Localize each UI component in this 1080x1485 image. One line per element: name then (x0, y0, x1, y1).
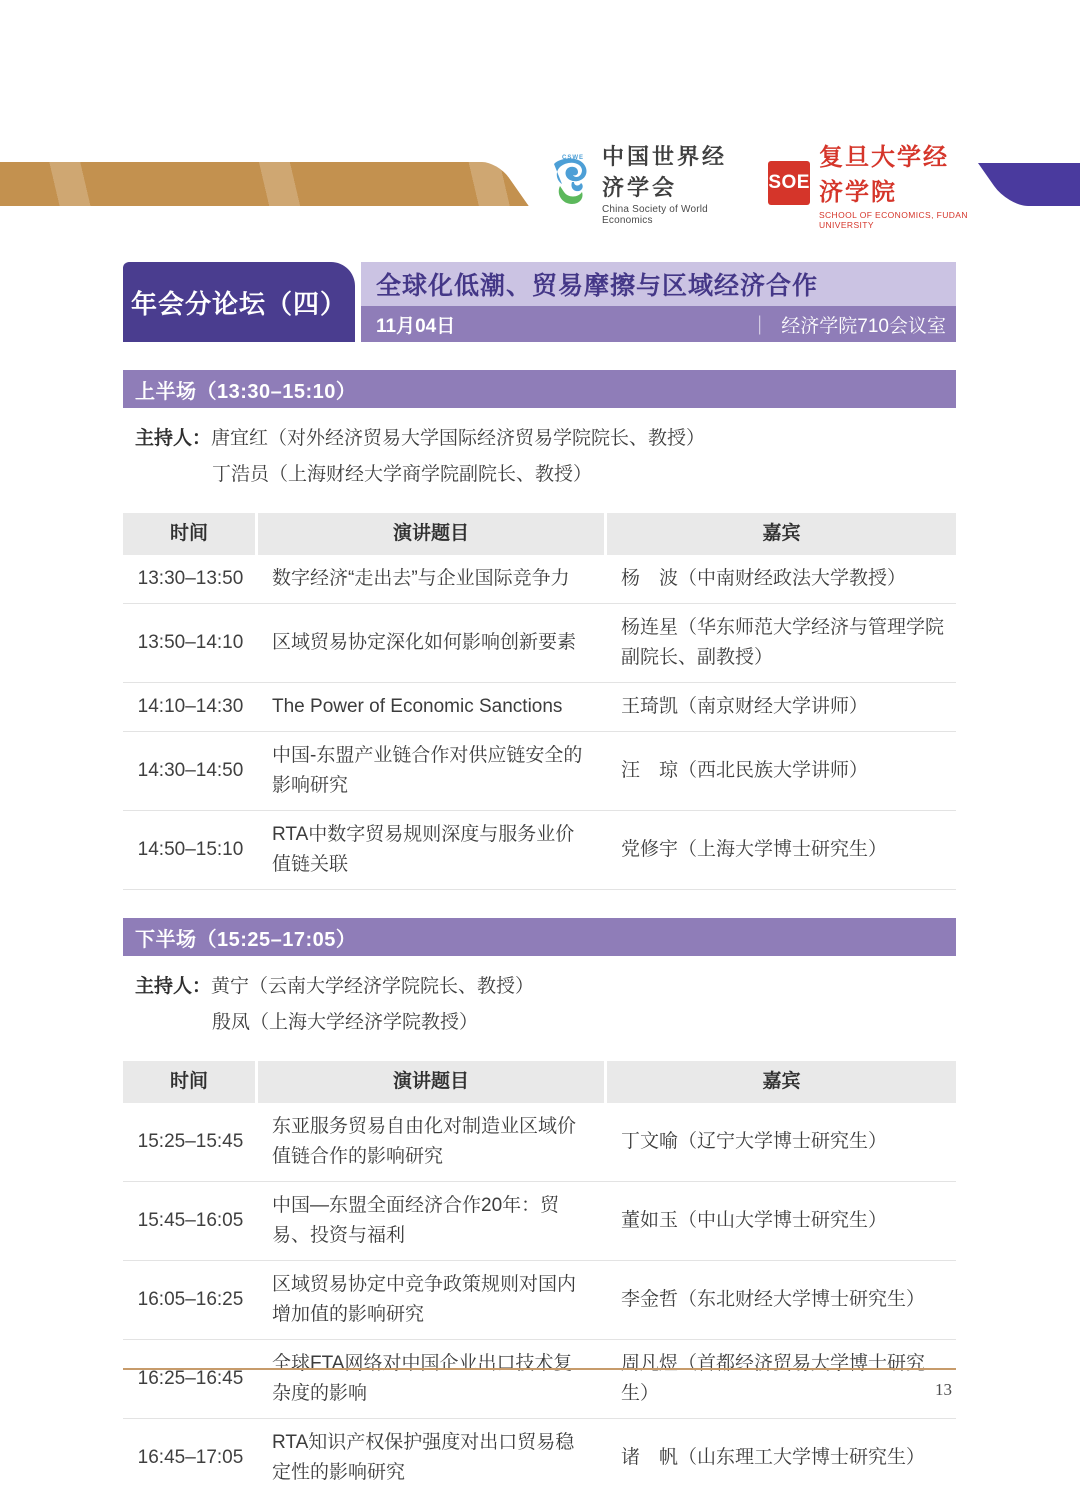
table-row (123, 683, 956, 732)
moderator-label: 主持人： (135, 976, 212, 997)
table-row (123, 1182, 956, 1261)
moderator-name: 丁浩员（上海财经大学商学院副院长、教授） (212, 464, 593, 485)
guest-cell: 董如玉（中山大学博士研究生） (621, 1210, 888, 1231)
session-date: 11月04日 (376, 315, 456, 337)
session-label: 年会分论坛（四） (123, 262, 355, 342)
moderator-name: 殷凤（上海大学经济学院教授） (212, 1012, 479, 1033)
schedule-table-second-half (123, 1061, 956, 1485)
topic-cell: 中国-东盟产业链合作对供应链安全的影响研究 (272, 745, 583, 796)
header-logos (548, 144, 968, 230)
guest-cell: 李金哲（东北财经大学博士研究生） (621, 1289, 926, 1310)
moderator-name: 黄宁（云南大学经济学院院长、教授） (211, 976, 535, 997)
col-header-time: 时间 (123, 1061, 255, 1103)
topic-cell: 东亚服务贸易自由化对制造业区域价值链合作的影响研究 (272, 1116, 577, 1167)
time-cell: 15:45–16:05 (137, 1210, 244, 1231)
moderator-name: 唐宜红（对外经济贸易大学国际经济贸易学院院长、教授） (211, 428, 706, 449)
moderators-first-half (135, 421, 956, 493)
decorative-purple-band (978, 163, 1080, 206)
col-header-topic: 演讲题目 (258, 1061, 604, 1103)
soe-badge-icon: SOE (768, 161, 810, 205)
table-row (123, 732, 956, 811)
topic-cell: The Power of Economic Sanctions (272, 696, 563, 717)
footer-divider (123, 1368, 956, 1370)
table-row (123, 604, 956, 683)
session-venue: 经济学院710会议室 (781, 315, 946, 337)
moderator-label: 主持人： (135, 428, 212, 449)
table-row (123, 1419, 956, 1485)
moderators-second-half (135, 969, 956, 1041)
cswe-name-en: China Society of World Economics (602, 204, 708, 226)
col-header-guest: 嘉宾 (607, 513, 956, 555)
guest-cell: 汪 琼（西北民族大学讲师） (621, 760, 869, 781)
section-heading-first-half: 上半场（13:30–15:10） (123, 370, 956, 408)
table-header-row (123, 513, 956, 555)
soe-logo (768, 137, 968, 230)
schedule-table-first-half (123, 513, 956, 890)
topic-cell: RTA知识产权保护强度对出口贸易稳定性的影响研究 (272, 1432, 575, 1483)
section-heading-second-half: 下半场（15:25–17:05） (123, 918, 956, 956)
decorative-tan-band (0, 162, 529, 206)
topic-cell: 全球FTA网络对中国企业出口技术复杂度的影响 (272, 1353, 573, 1404)
topic-cell: 区域贸易协定深化如何影响创新要素 (272, 632, 577, 653)
col-header-guest: 嘉宾 (607, 1061, 956, 1103)
time-cell: 13:30–13:50 (137, 568, 244, 589)
soe-name-cn: 复旦大学经济学院 (818, 144, 949, 206)
time-cell: 14:10–14:30 (137, 696, 244, 717)
table-row (123, 1261, 956, 1340)
guest-cell: 诸 帆（山东理工大学博士研究生） (621, 1447, 926, 1468)
session-title: 全球化低潮、贸易摩擦与区域经济合作 (361, 262, 956, 306)
table-row (123, 555, 956, 604)
topic-cell: 区域贸易协定中竞争政策规则对国内增加值的影响研究 (272, 1274, 577, 1325)
col-header-topic: 演讲题目 (258, 513, 604, 555)
guest-cell: 周凡煜（首都经济贸易大学博士研究生） (621, 1353, 926, 1404)
cswe-swirl-icon (548, 154, 594, 212)
page-number: 13 (935, 1380, 952, 1399)
time-cell: 16:05–16:25 (137, 1289, 244, 1310)
time-cell: 16:25–16:45 (137, 1368, 244, 1389)
guest-cell: 党修宇（上海大学博士研究生） (621, 839, 888, 860)
guest-cell: 杨连星（华东师范大学经济与管理学院副院长、副教授） (621, 617, 945, 668)
topic-cell: 数字经济“走出去”与企业国际竞争力 (272, 568, 570, 589)
table-row (123, 811, 956, 890)
session-meta (361, 306, 956, 342)
time-cell: 14:50–15:10 (137, 839, 244, 860)
time-cell: 14:30–14:50 (137, 760, 244, 781)
guest-cell: 杨 波（中南财经政法大学教授） (621, 568, 907, 589)
time-cell: 16:45–17:05 (137, 1447, 244, 1468)
col-header-time: 时间 (123, 513, 255, 555)
guest-cell: 王琦凯（南京财经大学讲师） (621, 696, 869, 717)
cswe-name-cn: 中国世界经济学会 (602, 144, 728, 200)
venue-separator: ｜ (750, 315, 770, 337)
cswe-abbr-label: CSWE (562, 155, 584, 161)
topic-cell: 中国—东盟全面经济合作20年：贸易、投资与福利 (272, 1195, 560, 1246)
cswe-logo (548, 140, 742, 226)
time-cell: 13:50–14:10 (137, 632, 244, 653)
guest-cell: 丁文喻（辽宁大学博士研究生） (621, 1131, 888, 1152)
session-banner (123, 262, 956, 342)
table-row (123, 1103, 956, 1182)
program-content (123, 262, 956, 1485)
soe-name-en: SCHOOL OF ECONOMICS, FUDAN UNIVERSITY (818, 209, 968, 230)
time-cell: 15:25–15:45 (137, 1131, 244, 1152)
topic-cell: RTA中数字贸易规则深度与服务业价值链关联 (272, 824, 575, 875)
table-header-row (123, 1061, 956, 1103)
